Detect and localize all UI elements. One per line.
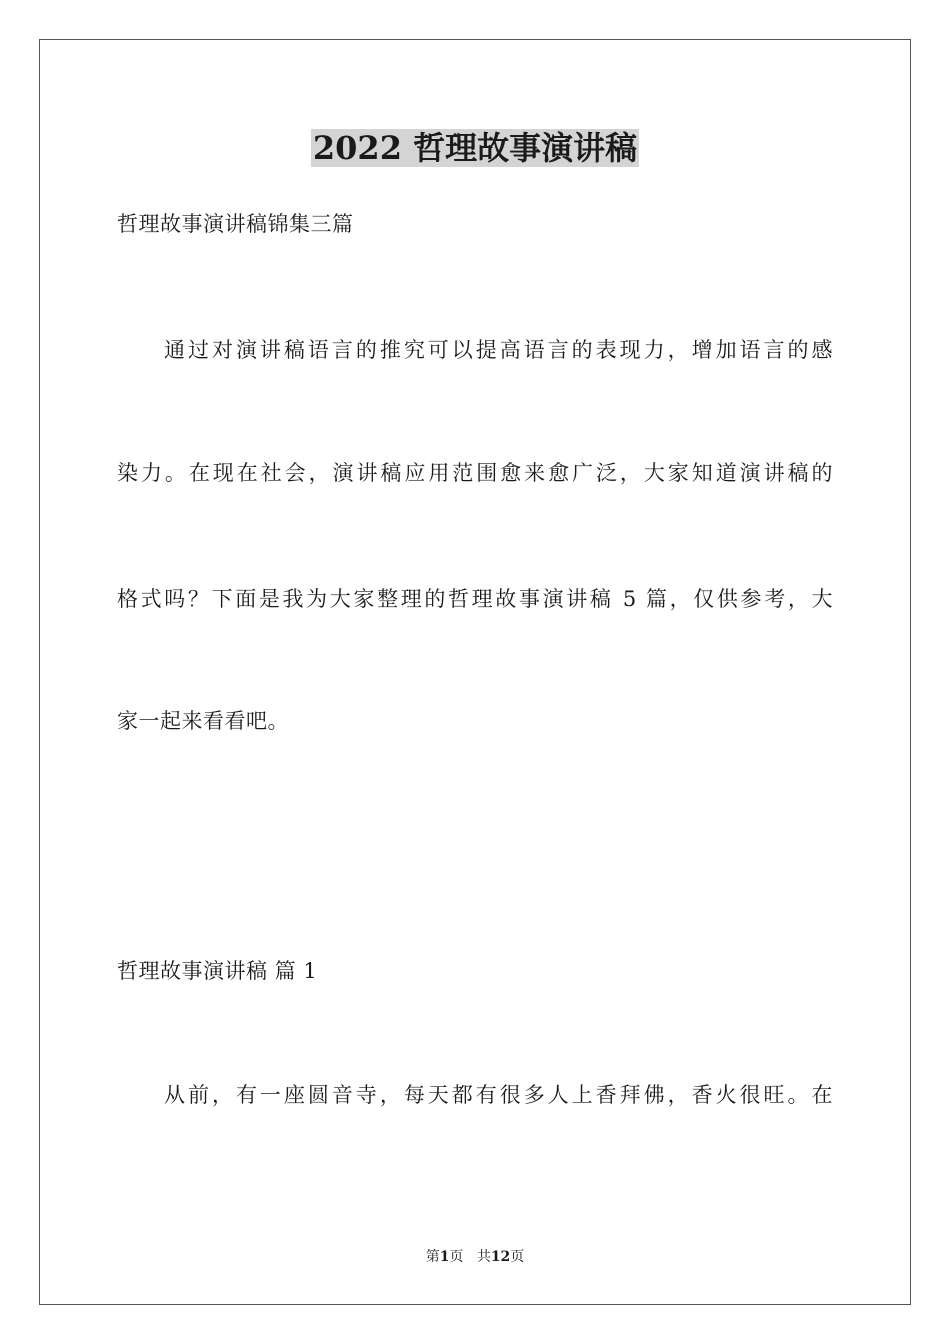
footer-page-suffix: 页 xyxy=(449,1249,464,1265)
document-title-text: 2022 哲理故事演讲稿 xyxy=(312,129,638,167)
section-heading: 哲理故事演讲稿 篇 1 xyxy=(117,959,318,983)
footer-total-pages: 12 xyxy=(490,1249,511,1265)
footer-total-prefix: 共 xyxy=(476,1249,491,1265)
paragraph-line: 染力。在现在社会，演讲稿应用范围愈来愈广泛，大家知道演讲稿的 xyxy=(117,461,833,485)
page-footer xyxy=(0,1247,950,1267)
paragraph-line: 从前，有一座圆音寺，每天都有很多人上香拜佛，香火很旺。在 xyxy=(164,1083,833,1107)
document-title xyxy=(0,126,950,170)
footer-page-number: 1 xyxy=(439,1249,450,1265)
paragraph-line: 格式吗？下面是我为大家整理的哲理故事演讲稿 5 篇，仅供参考，大 xyxy=(117,587,833,611)
paragraph-line: 通过对演讲稿语言的推究可以提高语言的表现力，增加语言的感 xyxy=(164,338,833,362)
document-subtitle: 哲理故事演讲稿锦集三篇 xyxy=(117,212,354,236)
footer-page-prefix: 第 xyxy=(425,1249,440,1265)
paragraph-line: 家一起来看看吧。 xyxy=(117,709,289,733)
footer-total-suffix: 页 xyxy=(510,1249,525,1265)
